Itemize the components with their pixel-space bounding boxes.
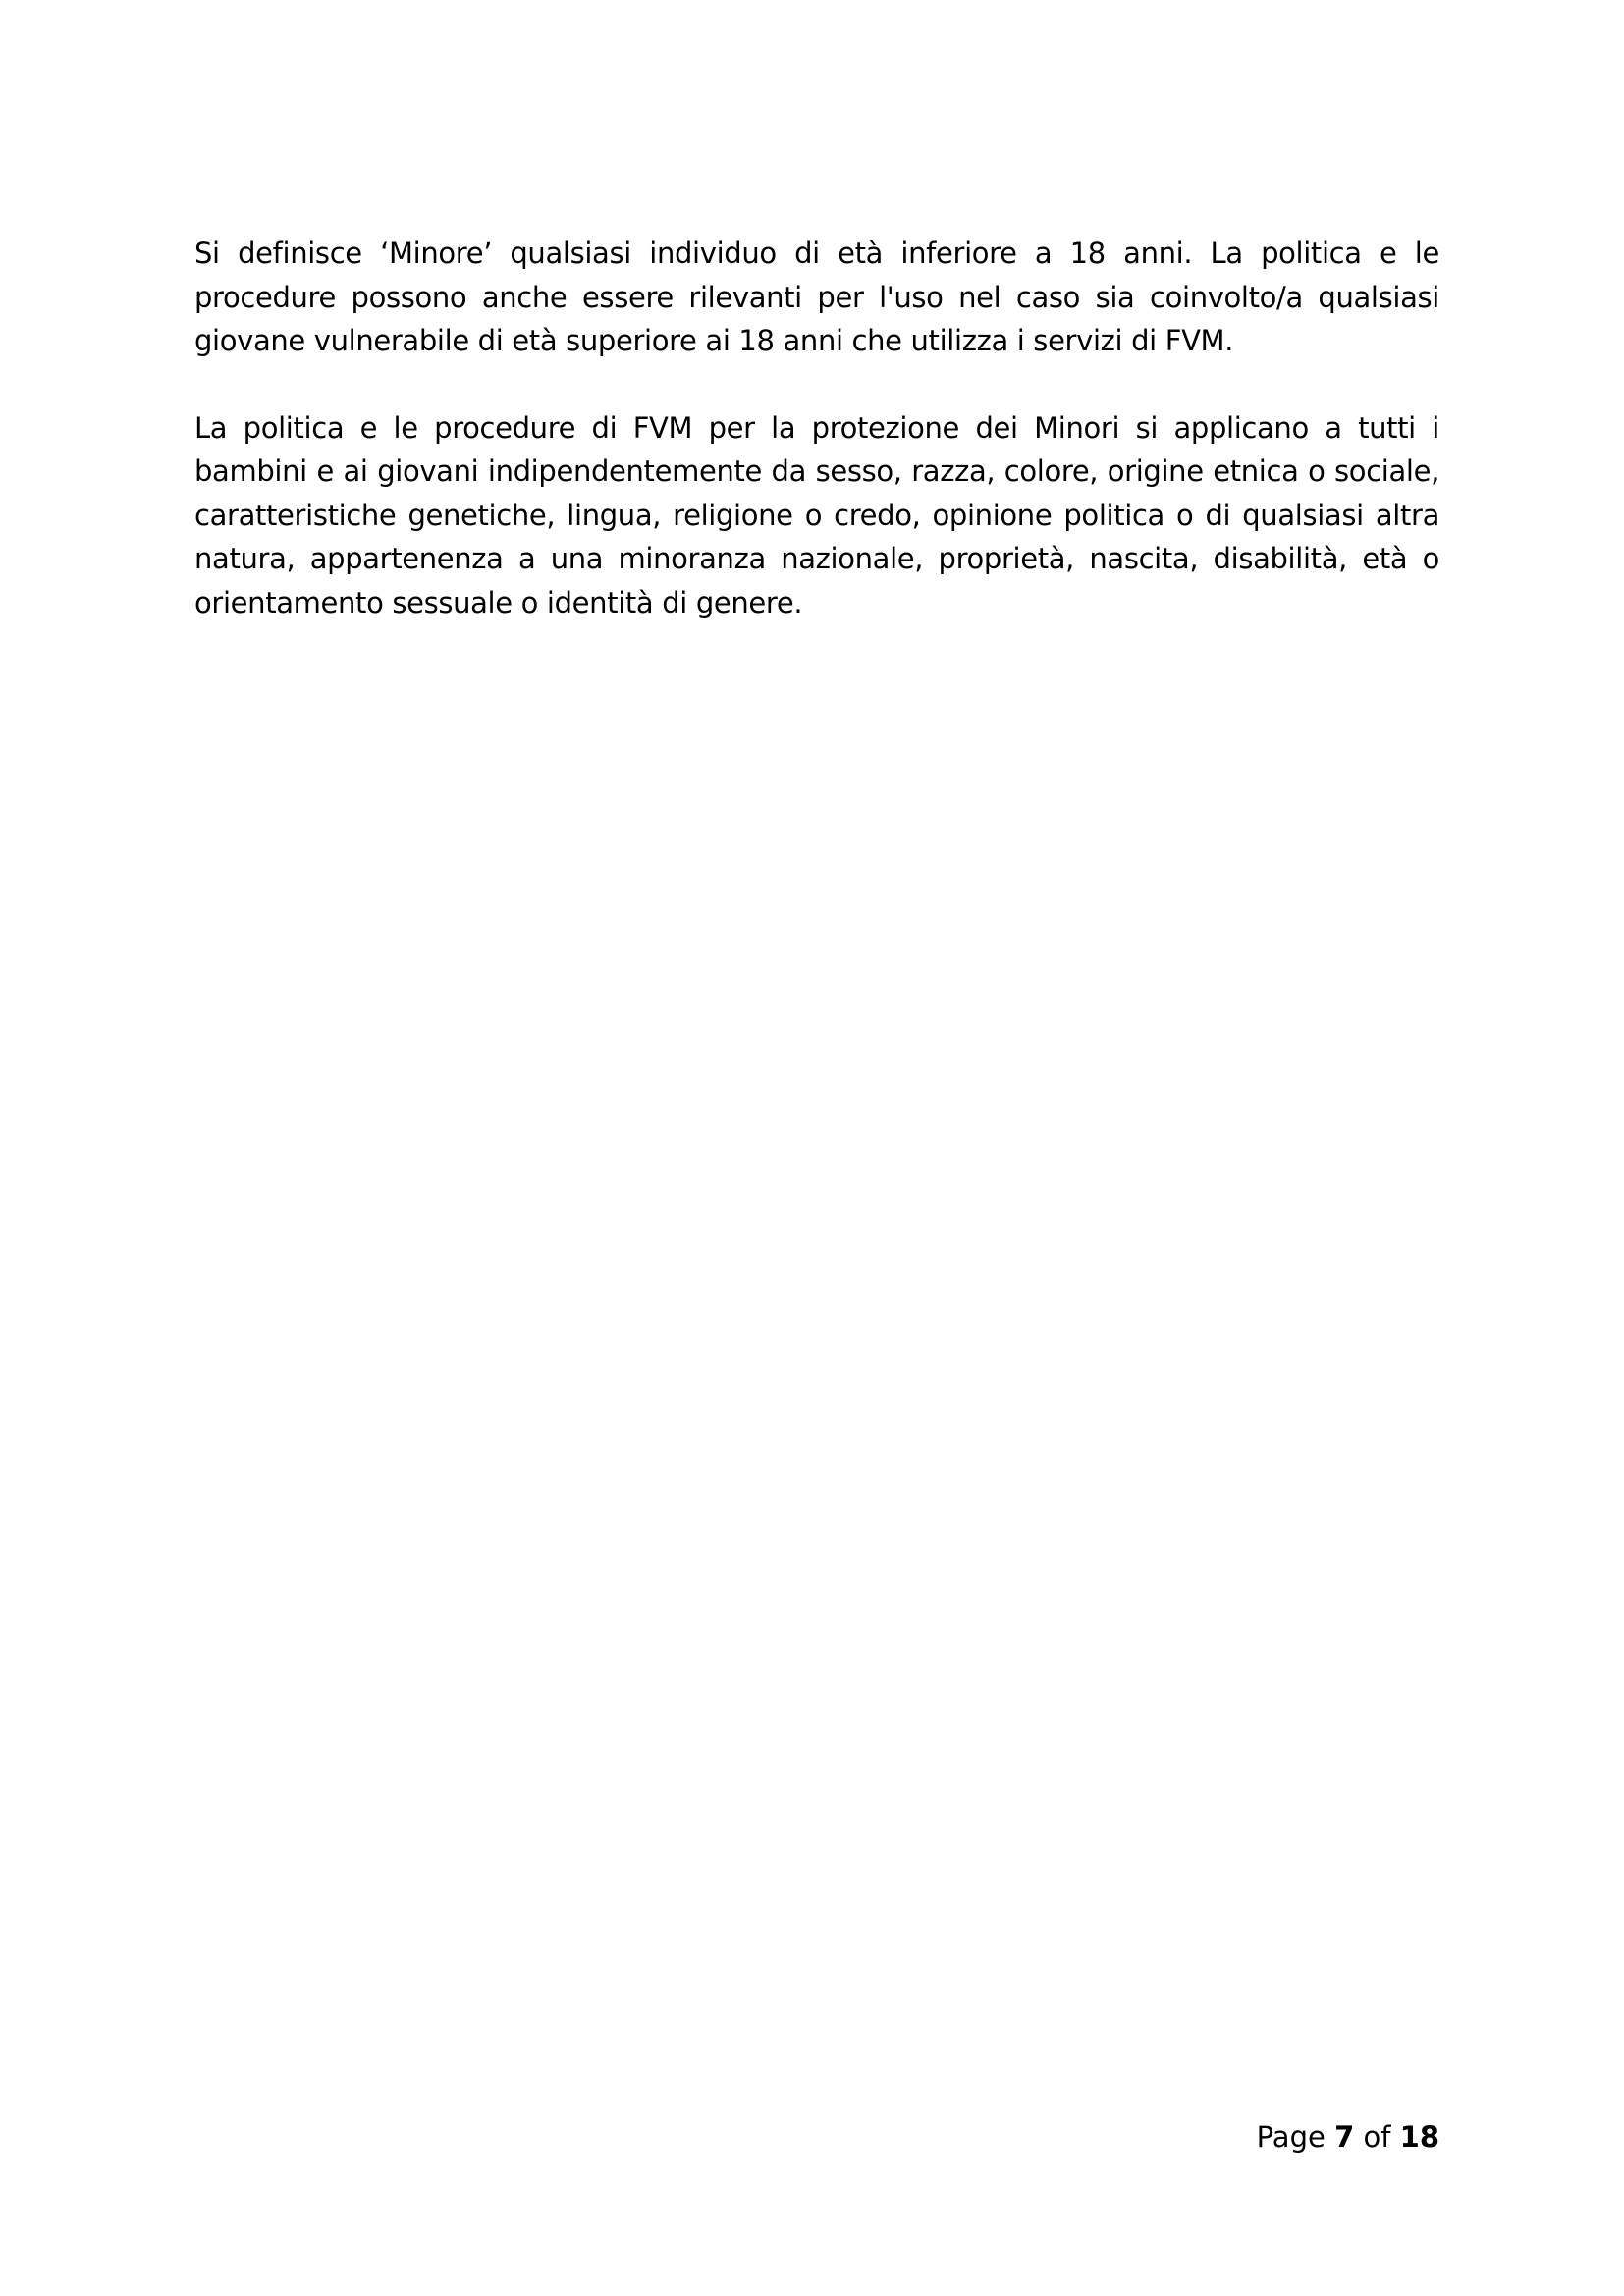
current-page-number: 7 <box>1334 2120 1355 2154</box>
paragraph-definition: Si definisce ‘Minore’ qualsiasi individuo di età inferiore a 18 anni. La politica e le procedure possono anche essere rilevanti per l'uso nel caso sia coinvolto/a qualsiasi giovane vulnerabile di età superiore ai 18 anni che utilizza i servizi di FVM. <box>194 237 1439 357</box>
page-label: Page <box>1256 2120 1326 2154</box>
total-pages-number: 18 <box>1399 2120 1439 2154</box>
body-text <box>194 232 1439 624</box>
paragraph-scope: La politica e le procedure di FVM per la protezione dei Minori si applicano a tutti i bambini e ai giovani indipendentemente da sesso, razza, colore, origine etnica o sociale, caratteristiche genetiche, lingua, religione o credo, opinione politica o di qualsiasi altra natura, appartenenza a una minoranza nazionale, proprietà, nascita, disabilità, età o orientamento sessuale o identità di genere. <box>194 410 1439 619</box>
of-label: of <box>1363 2120 1391 2154</box>
page-footer <box>1257 2117 1439 2157</box>
